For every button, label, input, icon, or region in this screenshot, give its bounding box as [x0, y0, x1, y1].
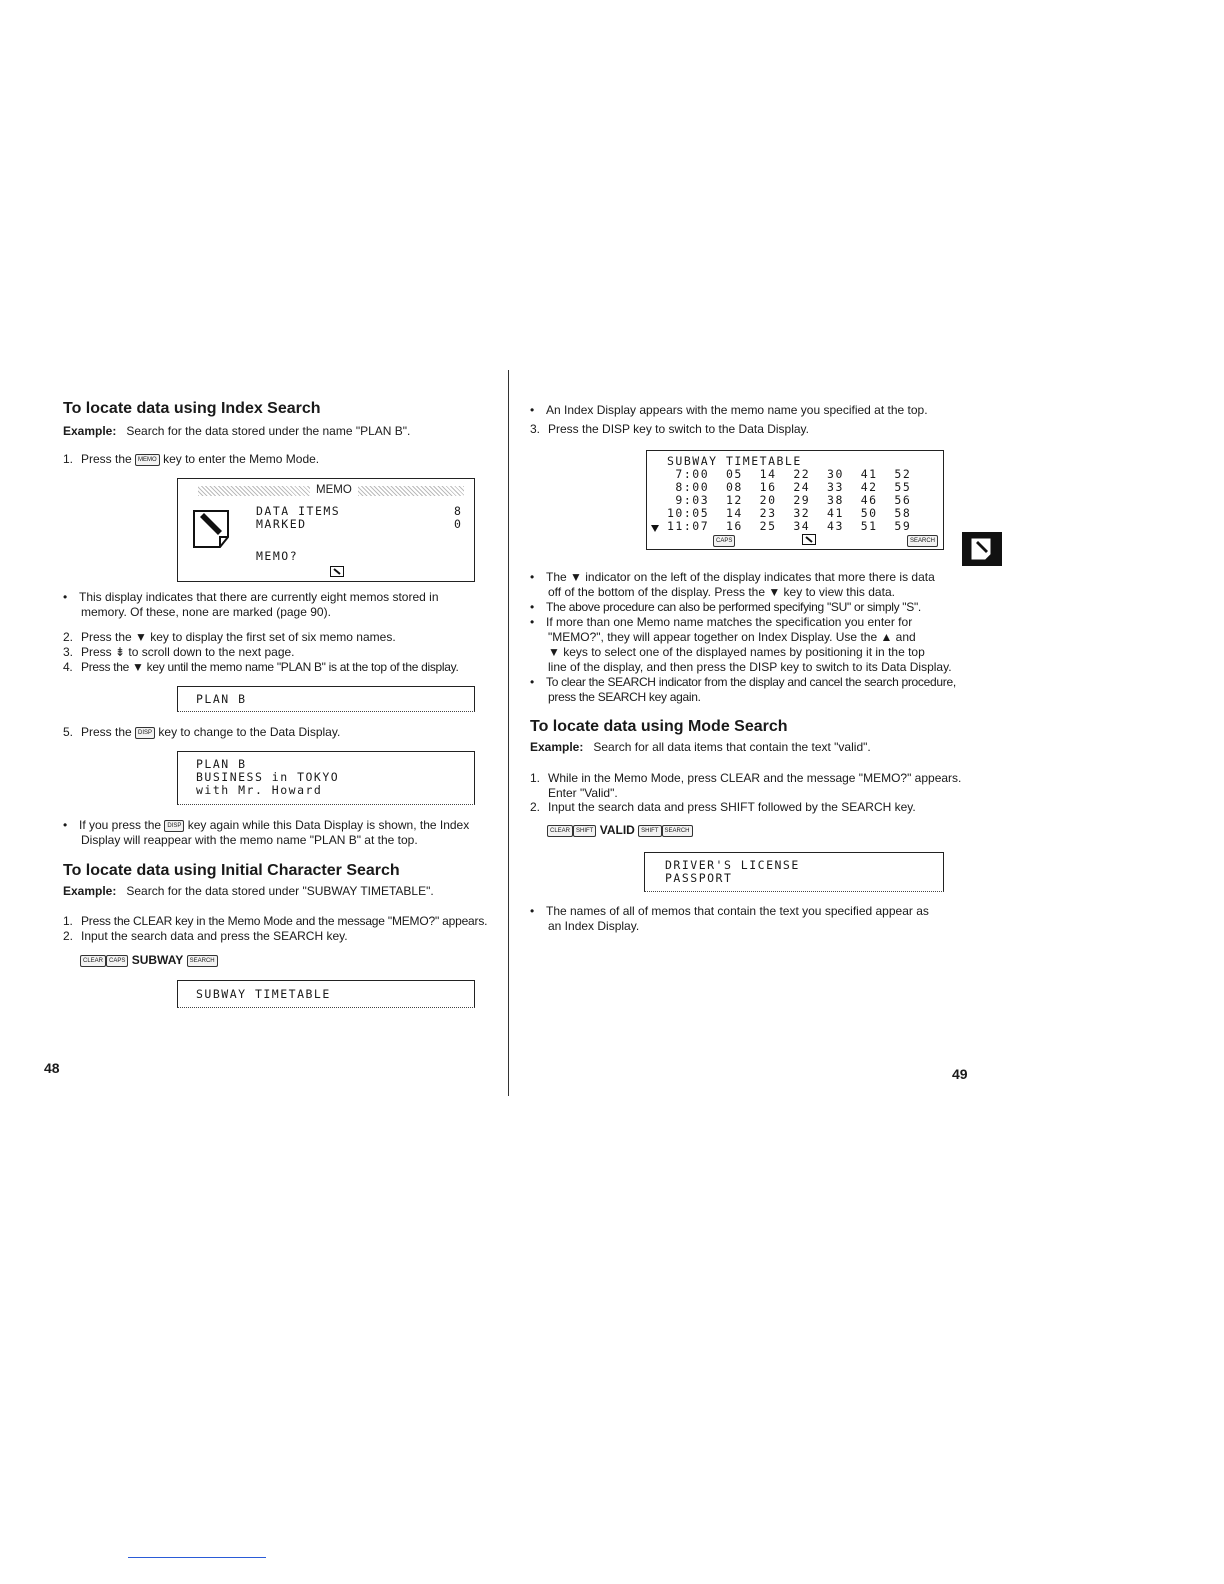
initial-search-example: Example: Search for the data stored under "SUBWAY TIMETABLE".	[63, 884, 434, 898]
marked-value: 0	[454, 517, 463, 531]
memo-mode-indicator-icon	[330, 566, 344, 577]
bullet-su-note: • The above procedure can also be performed specifying "SU" or simply "S".	[530, 600, 921, 614]
caps-key-icon: CAPS	[106, 955, 128, 967]
shift-key-icon: SHIFT	[573, 825, 596, 837]
center-binding-line	[508, 370, 509, 1096]
timetable-row: 11:07 16 25 34 43 51 59	[667, 519, 912, 533]
key-sequence-subway: CLEAR CAPS SUBWAY SEARCH	[80, 953, 218, 968]
valid-index-display: DRIVER'S LICENSE PASSPORT	[644, 852, 944, 892]
clear-key-icon: CLEAR	[547, 825, 573, 837]
display-header: MEMO	[316, 484, 352, 496]
bullet-eight-memos: • This display indicates that there are currently eight memos stored in memory. Of these, none are marked (page 90).	[63, 590, 439, 619]
step-2: 2. Press the ▼ key to display the first set of six memo names.	[63, 630, 396, 644]
plan-b-data-display: PLAN B BUSINESS in TOKYO with Mr. Howard	[177, 751, 475, 805]
mode-step-1: 1. While in the Memo Mode, press CLEAR and the message "MEMO?" appears. Enter "Valid".	[530, 771, 962, 800]
right-page	[520, 360, 1000, 1090]
bullet-multiple-matches: • If more than one Memo name matches the specification you enter for "MEMO?", they will appear together on Index Display. Use the ▲ and ▼ keys to select one of the displayed names by positioning it in the top line of the display, and then press the DISP key to switch to its Data Display.	[530, 615, 952, 674]
page-number-right: 49	[952, 1066, 968, 1082]
timetable-row: 9:03 12 20 29 38 46 56	[667, 493, 912, 507]
step-5: 5. Press the DISP key to change to the Data Display.	[63, 725, 341, 739]
mode-step-2: 2. Input the search data and press SHIFT followed by the SEARCH key.	[530, 800, 916, 814]
timetable-title: SUBWAY TIMETABLE	[667, 454, 802, 468]
timetable-row: 7:00 05 14 22 30 41 52	[667, 467, 912, 481]
memo-key-icon: MEMO	[135, 454, 160, 466]
mode-search-example: Example: Search for all data items that contain the text "valid".	[530, 740, 871, 754]
more-data-down-indicator-icon	[651, 521, 659, 535]
bullet-press-again: • If you press the DISP key again while this Data Display is shown, the Index Display will reappear with the memo name "PLAN B" at the top.	[63, 818, 470, 847]
step-3: 3. Press ⇟ to scroll down to the next page.	[63, 645, 295, 659]
search-key-icon: SEARCH	[187, 955, 218, 967]
subway-timetable-display	[646, 450, 944, 550]
index-search-heading: To locate data using Index Search	[63, 400, 321, 417]
hatch-left	[198, 486, 310, 496]
bullet-indicator-note: • The ▼ indicator on the left of the display indicates that more there is data off of the bottom of the display. Press the ▼ key to view this data.	[530, 570, 935, 599]
memo-prompt: MEMO?	[256, 549, 299, 563]
mode-search-heading: To locate data using Mode Search	[530, 718, 788, 735]
footer-rule	[128, 1557, 266, 1558]
hatch-right	[358, 486, 464, 496]
step-4: 4. Press the ▼ key until the memo name "PLAN B" is at the top of the display.	[63, 660, 459, 674]
memo-pad-icon	[188, 507, 236, 551]
data-items-value: 8	[454, 504, 463, 518]
caps-indicator-icon: CAPS	[713, 535, 735, 547]
memo-section-tab-icon	[962, 532, 1002, 566]
bullet-names-appear: • The names of all of memos that contain the text you specified appear as an Index Display.	[530, 904, 929, 933]
initial-search-heading: To locate data using Initial Character Search	[63, 862, 400, 879]
search-indicator-icon: SEARCH	[907, 535, 938, 547]
initial-step-1: 1. Press the CLEAR key in the Memo Mode and the message "MEMO?" appears.	[63, 914, 488, 928]
data-items-label: DATA ITEMS	[256, 504, 341, 518]
bullet-index-appears: • An Index Display appears with the memo name you specified at the top.	[530, 403, 928, 417]
key-sequence-valid: CLEAR SHIFT VALID SHIFT SEARCH	[547, 823, 693, 838]
disp-key-icon: DISP	[164, 820, 184, 832]
disp-key-icon: DISP	[135, 727, 155, 739]
plan-b-index-display: PLAN B	[177, 686, 475, 712]
memo-index-display	[177, 478, 475, 582]
memo-mode-indicator-icon	[802, 534, 816, 545]
initial-step-2: 2. Input the search data and press the SEARCH key.	[63, 929, 348, 943]
timetable-row: 10:05 14 23 32 41 50 58	[667, 506, 912, 520]
clear-key-icon: CLEAR	[80, 955, 106, 967]
marked-label: MARKED	[256, 517, 307, 531]
timetable-row: 8:00 08 16 24 33 42 55	[667, 480, 912, 494]
page-number-left: 48	[44, 1060, 60, 1076]
search-key-icon: SEARCH	[662, 825, 693, 837]
left-page	[20, 360, 508, 1090]
right-step-3: 3. Press the DISP key to switch to the Data Display.	[530, 422, 809, 436]
subway-index-display: SUBWAY TIMETABLE	[177, 980, 475, 1008]
step-1: 1. Press the MEMO key to enter the Memo Mode.	[63, 452, 320, 466]
index-search-example: Example: Search for the data stored under the name "PLAN B".	[63, 424, 411, 438]
bullet-clear-search: • To clear the SEARCH indicator from the display and cancel the search procedure, press the SEARCH key again.	[530, 675, 956, 704]
shift-key-icon: SHIFT	[638, 825, 661, 837]
